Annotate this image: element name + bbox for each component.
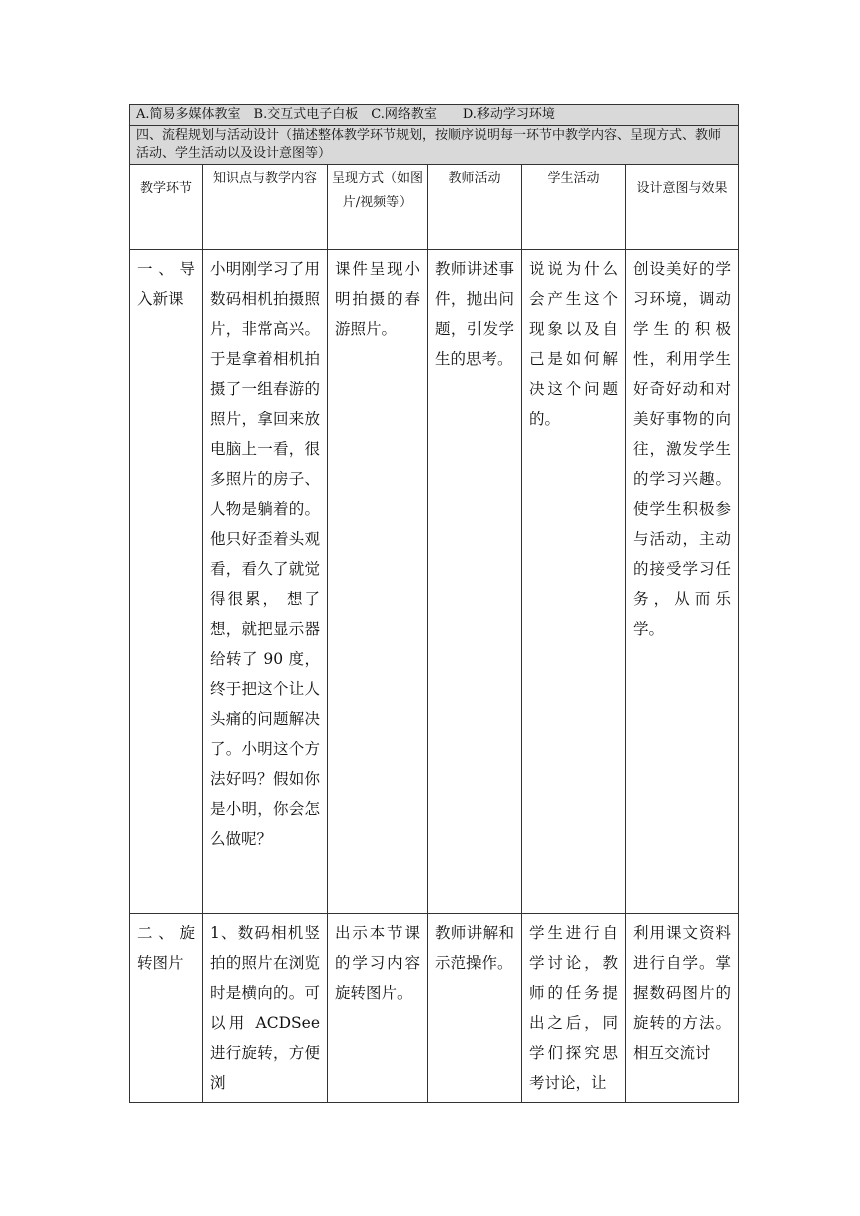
environment-options: A.简易多媒体教室 B.交互式电子白板 C.网络教室 D.移动学习环境 (130, 105, 739, 126)
header-stage: 教学环节 (130, 165, 203, 250)
table-row (130, 914, 739, 1103)
lesson-plan-table (129, 104, 739, 1103)
lesson-plan-document (129, 104, 738, 1103)
section-title: 四、流程规划与活动设计（描述整体教学环节规划，按顺序说明每一环节中教学内容、呈现方式、教师活动、学生活动以及设计意图等） (130, 126, 739, 165)
row2-teacher: 教师讲解和示范操作。 (428, 914, 522, 1103)
row2-content: 1、数码相机竖拍的照片在浏览时是横向的。可以用 ACDSee 进行旋转，方便浏 (203, 914, 328, 1103)
row1-teacher: 教师讲述事件，抛出问题，引发学生的思考。 (428, 250, 522, 914)
row2-stage: 二、旋转图片 (130, 914, 203, 1103)
row1-student: 说说为什么会产生这个现象以及自己是如何解决这个问题的。 (522, 250, 626, 914)
table-row (130, 250, 739, 914)
header-teacher: 教师活动 (428, 165, 522, 250)
row2-intent: 利用课文资料进行自学。掌握数码图片的旋转的方法。相互交流讨 (626, 914, 739, 1103)
row1-stage: 一、导入新课 (130, 250, 203, 914)
section-title-row (130, 126, 739, 165)
row1-intent: 创设美好的学习环境，调动学生的积极性，利用学生好奇好动和对美好事物的向往，激发学生的学习兴趣。使学生积极参与活动，主动的接受学习任务，从而乐学。 (626, 250, 739, 914)
row1-content: 小明刚学习了用数码相机拍摄照片，非常高兴。于是拿着相机拍摄了一组春游的照片，拿回来放电脑上一看，很多照片的房子、人物是躺着的。他只好歪着头观看，看久了就觉得很累， 想了想，就把显示器给转了 90 度，终于把这个让人头痛的问题解决了。小明这个方法好吗？假如你是小明，你会怎么做呢？ (203, 250, 328, 914)
row2-student: 学生进行自学讨论，教师的任务提出之后，同学们探究思考讨论，让 (522, 914, 626, 1103)
row1-presentation: 课件呈现小明拍摄的春游照片。 (328, 250, 428, 914)
header-student: 学生活动 (522, 165, 626, 250)
environment-options-row (130, 105, 739, 126)
table-header-row (130, 165, 739, 250)
header-content: 知识点与教学内容 (203, 165, 328, 250)
header-intent: 设计意图与效果 (626, 165, 739, 250)
row2-presentation: 出示本节课的学习内容旋转图片。 (328, 914, 428, 1103)
header-presentation: 呈现方式（如图片/视频等） (328, 165, 428, 250)
